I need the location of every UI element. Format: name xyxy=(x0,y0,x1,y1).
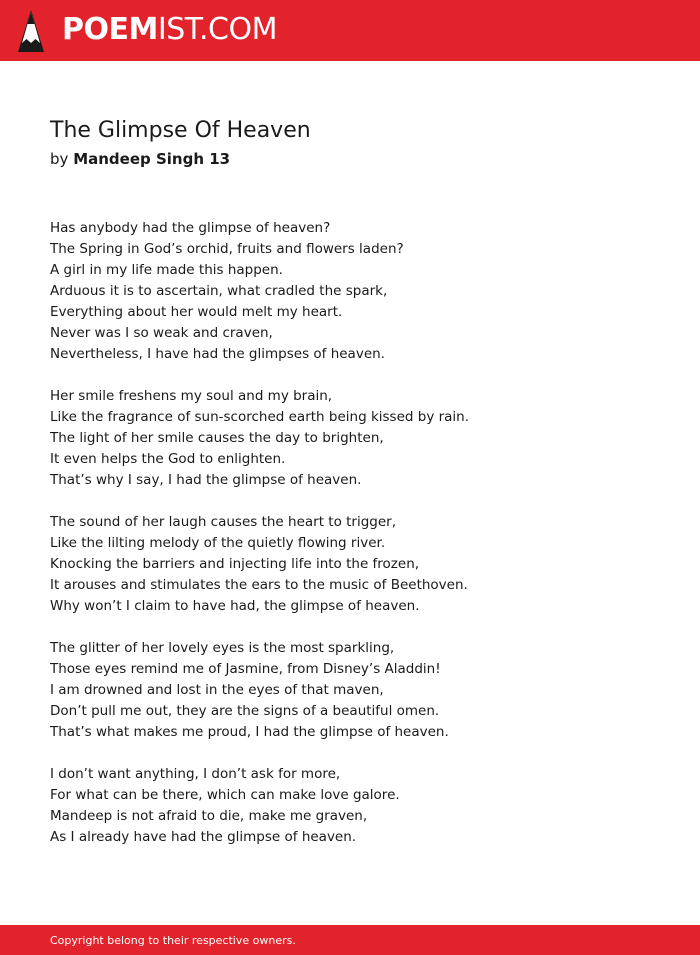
poem-line: Knocking the barriers and injecting life into the frozen, xyxy=(50,556,420,572)
author-name: Mandeep Singh 13 xyxy=(73,150,231,168)
poem-line: Those eyes remind me of Jasmine, from Disney’s Aladdin! xyxy=(50,661,441,677)
pencil-tip-icon[interactable] xyxy=(18,10,44,52)
poem-line: The Spring in God’s orchid, fruits and flowers laden? xyxy=(50,241,404,257)
stanza xyxy=(50,218,670,365)
poem-line: That’s why I say, I had the glimpse of heaven. xyxy=(50,472,362,488)
poem-line: I am drowned and lost in the eyes of that maven, xyxy=(50,682,384,698)
byline xyxy=(50,148,230,170)
stanza xyxy=(50,512,670,617)
logo-text-bold: POEM xyxy=(62,12,158,47)
poem-line: A girl in my life made this happen. xyxy=(50,262,283,278)
stanza xyxy=(50,386,670,491)
by-prefix: by xyxy=(50,150,69,168)
poem-line: Like the lilting melody of the quietly flowing river. xyxy=(50,535,386,551)
poem-line: Everything about her would melt my heart. xyxy=(50,304,343,320)
stanza xyxy=(50,638,670,743)
poem-line: Like the fragrance of sun-scorched earth being kissed by rain. xyxy=(50,409,470,425)
poem-line: Arduous it is to ascertain, what cradled the spark, xyxy=(50,283,388,299)
poem-body xyxy=(50,218,670,869)
poem-line: It even helps the God to enlighten. xyxy=(50,451,286,467)
copyright-notice: Copyright belong to their respective owners. xyxy=(50,934,296,947)
poem-line: Don’t pull me out, they are the signs of a beautiful omen. xyxy=(50,703,440,719)
poem-line: Why won’t I claim to have had, the glimpse of heaven. xyxy=(50,598,420,614)
logo-text-light: IST.COM xyxy=(157,12,277,47)
poem-line: Nevertheless, I have had the glimpses of heaven. xyxy=(50,346,385,362)
poem-line: That’s what makes me proud, I had the glimpse of heaven. xyxy=(50,724,449,740)
poem-line: Never was I so weak and craven, xyxy=(50,325,273,341)
poem-line: The sound of her laugh causes the heart to trigger, xyxy=(50,514,397,530)
site-header xyxy=(0,0,700,61)
poem-line: As I already have had the glimpse of heaven. xyxy=(50,829,357,845)
poem-line: The glitter of her lovely eyes is the most sparkling, xyxy=(50,640,395,656)
poem-line: Has anybody had the glimpse of heaven? xyxy=(50,220,331,236)
poem-line: Mandeep is not afraid to die, make me graven, xyxy=(50,808,368,824)
poem-title: The Glimpse Of Heaven xyxy=(50,118,311,143)
site-logo[interactable] xyxy=(62,12,277,48)
stanza xyxy=(50,764,670,848)
poem-line: For what can be there, which can make love galore. xyxy=(50,787,400,803)
poem-line: The light of her smile causes the day to brighten, xyxy=(50,430,384,446)
site-footer xyxy=(0,925,700,955)
poem-line: Her smile freshens my soul and my brain, xyxy=(50,388,333,404)
poem-line: It arouses and stimulates the ears to the music of Beethoven. xyxy=(50,577,468,593)
poem-line: I don’t want anything, I don’t ask for more, xyxy=(50,766,341,782)
